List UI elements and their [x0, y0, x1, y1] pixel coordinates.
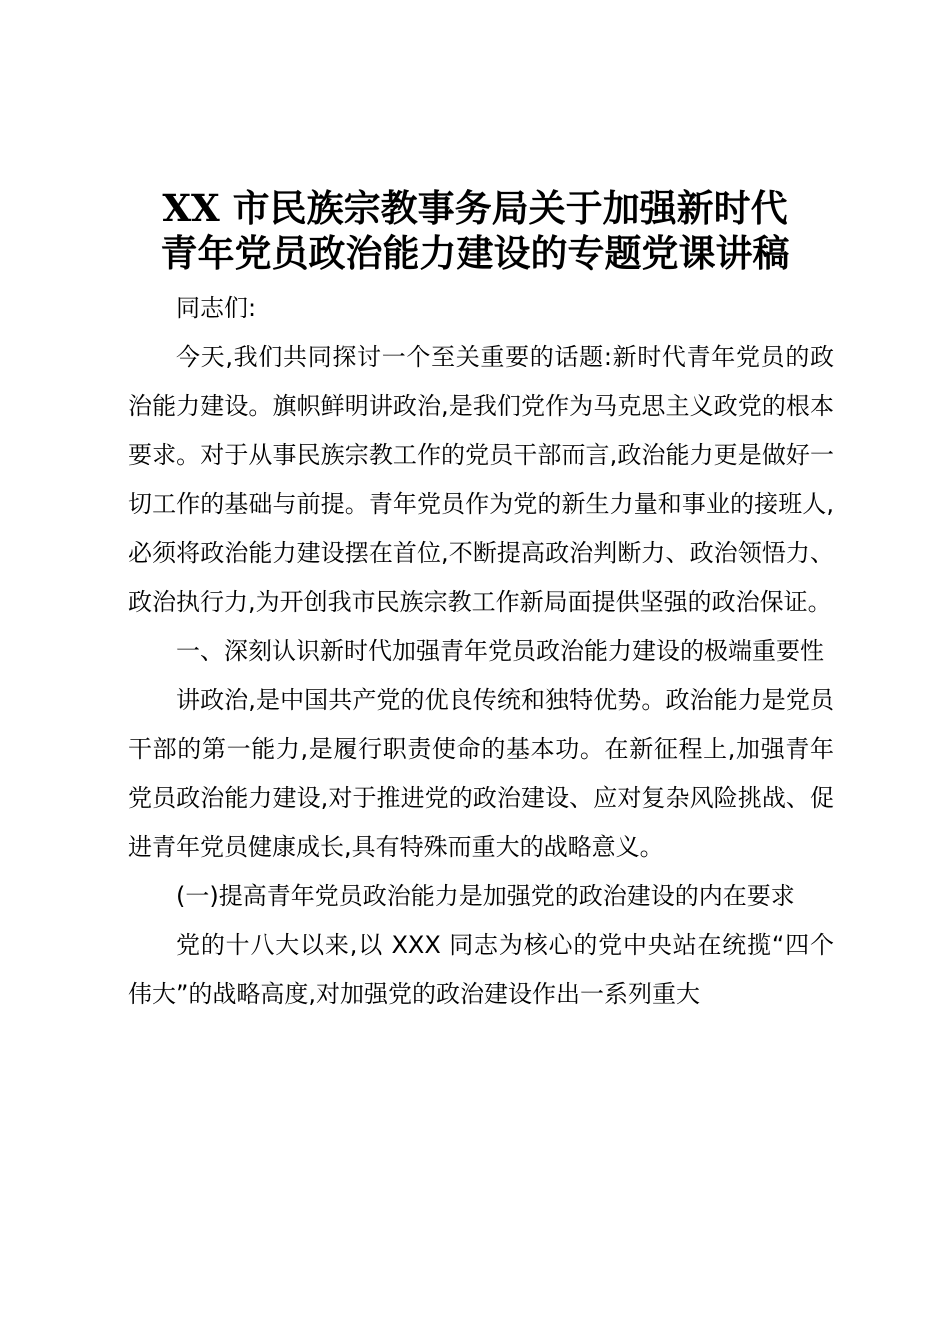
document-title-line-1: XX 市民族宗教事务局关于加强新时代 — [162, 186, 788, 230]
paragraph-section-1: 讲政治,是中国共产党的优良传统和独特优势。政治能力是党员干部的第一能力,是履行职责使命的基本功。在新征程上,加强青年党员政治能力建设,对于推进党的政治建设、应对复杂风险挑战、促进青年党员健康成长,具有特殊而重大的战略意义。 — [128, 686, 834, 861]
paragraph-subsection-1: 党的十八大以来,以 XXX 同志为核心的党中央站在统揽“四个伟大”的战略高度,对加强党的政治建设作出一系列重大 — [128, 931, 834, 1008]
document-body — [128, 284, 834, 1019]
document-title-line-2: 青年党员政治能力建设的专题党课讲稿 — [160, 231, 790, 275]
paragraph-intro: 今天,我们共同探讨一个至关重要的话题:新时代青年党员的政治能力建设。旗帜鲜明讲政治,是我们党作为马克思主义政党的根本要求。对于从事民族宗教工作的党员干部而言,政治能力更是做好一切工作的基础与前提。青年党员作为党的新生力量和事业的接班人,必须将政治能力建设摆在首位,不断提高政治判断力、政治领悟力、政治执行力,为开创我市民族宗教工作新局面提供坚强的政治保证。 — [128, 343, 834, 616]
subsection-heading-1: (一)提高青年党员政治能力是加强党的政治建设的内在要求 — [176, 882, 795, 910]
salutation: 同志们: — [176, 294, 257, 322]
section-heading-1: 一、深刻认识新时代加强青年党员政治能力建设的极端重要性 — [176, 637, 824, 665]
